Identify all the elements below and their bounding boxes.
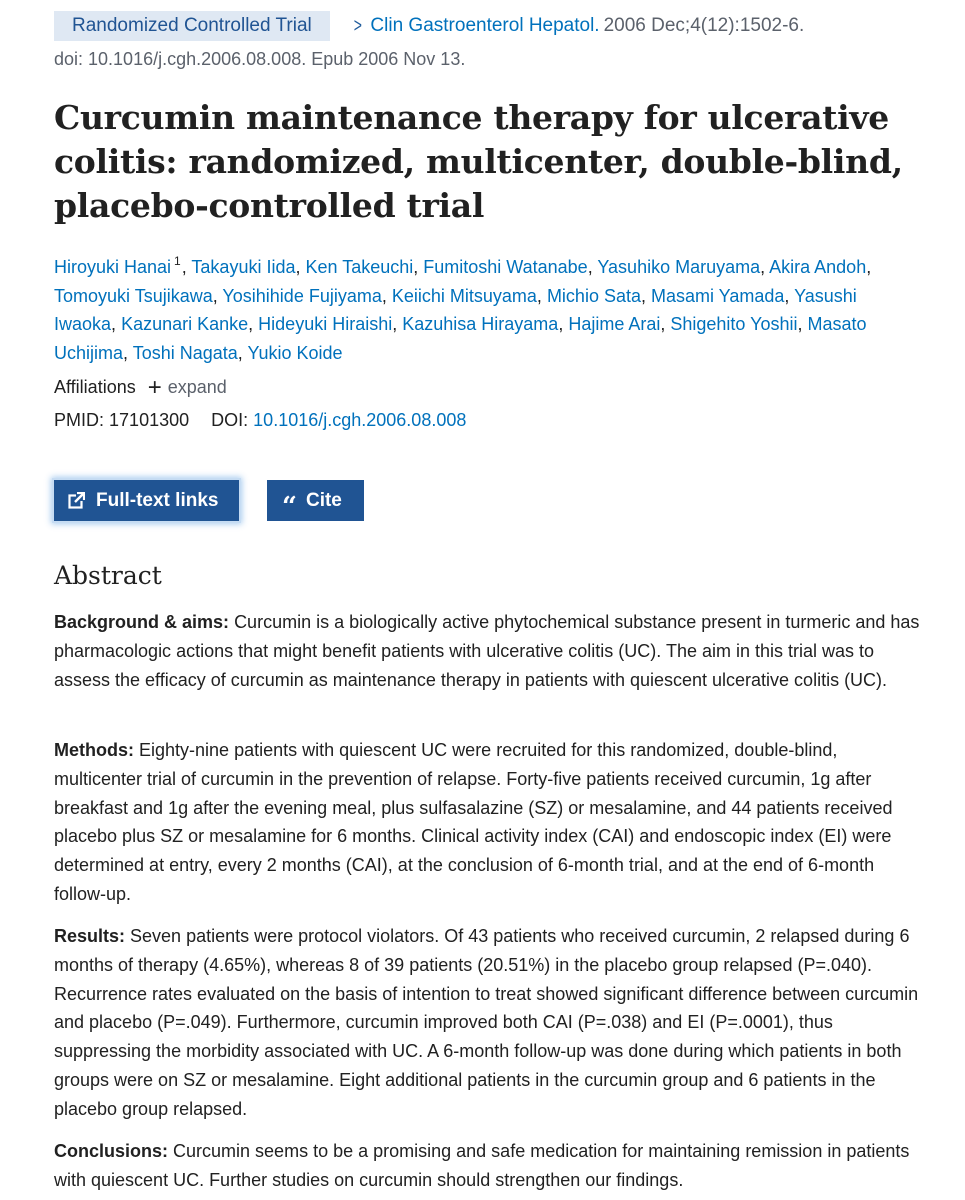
- plus-icon[interactable]: +: [147, 373, 162, 401]
- author-link[interactable]: Keiichi Mitsuyama: [391, 285, 537, 306]
- author-link[interactable]: Michio Sata: [546, 285, 641, 306]
- section-text: Curcumin seems to be a promising and safe medication for maintaining remission in patients with quiescent UC. Further studies on curcumin should strengthen our findings.: [54, 1141, 910, 1190]
- author-link[interactable]: Akira Andoh: [769, 257, 867, 277]
- abstract-background: [54, 608, 922, 694]
- cite-button[interactable]: [267, 480, 364, 521]
- external-link-icon: [68, 492, 85, 509]
- quote-icon: “: [282, 491, 295, 522]
- abstract-results: [54, 922, 922, 1124]
- affiliation-sup[interactable]: 1: [174, 254, 181, 268]
- section-text: Curcumin is a biologically active phytochemical substance present in turmeric and has pharmacologic actions that might benefit patients with ulcerative colitis (UC). The aim in this trial was to assess the efficacy of curcumin as maintenance therapy in patients with quiescent ulcerative colitis (UC).: [54, 612, 920, 690]
- section-text: Seven patients were protocol violators. Of 43 patients who received curcumin, 2 relapsed during 6 months of therapy (4.65%), whereas 8 of 39 patients (20.51%) in the placebo group relapsed (P=.040). Recurrence rates evaluated on the basis of intention to treat showed significant difference between curcumin and placebo (P=.049). Furthermore, curcumin improved both CAI (P=.038) and EI (P=.0001), thus suppressing the morbidity associated with UC. A 6-month follow-up was done during which patients in both groups were on SZ or mesalamine. Eight additional patients in the curcumin group and 6 patients in the placebo group relapsed.: [54, 926, 919, 1119]
- author-link[interactable]: Tomoyuki Tsujikawa: [54, 285, 213, 306]
- doi-label: DOI:: [211, 410, 249, 430]
- publication-type-badge[interactable]: Randomized Controlled Trial: [54, 11, 330, 41]
- full-text-links-button[interactable]: [54, 480, 239, 521]
- full-text-links-label: Full-text links: [96, 489, 219, 511]
- author-link[interactable]: Fumitoshi Watanabe: [423, 257, 588, 277]
- abstract-heading: Abstract: [54, 561, 162, 590]
- affiliations-toggle[interactable]: [54, 373, 227, 401]
- affiliations-label: Affiliations: [54, 377, 136, 397]
- doi-link[interactable]: 10.1016/j.cgh.2006.08.008: [253, 410, 467, 430]
- abstract-methods: [54, 736, 922, 909]
- author-link[interactable]: Hajime Arai: [568, 314, 661, 335]
- article-title: Curcumin maintenance therapy for ulcerative colitis: randomized, multicenter, double-blind, placebo-controlled trial: [54, 98, 903, 225]
- author-link[interactable]: Yasushi Iwaoka: [54, 285, 857, 335]
- author-link[interactable]: Hiroyuki Hanai: [54, 257, 172, 277]
- author-link[interactable]: Takayuki Iida: [191, 257, 296, 277]
- citation-bar: [54, 11, 804, 41]
- section-label: Conclusions:: [54, 1141, 169, 1161]
- pmid-label: PMID:: [54, 410, 105, 430]
- doi-epub-line: doi: 10.1016/j.cgh.2006.08.008. Epub 2006 Nov 13.: [54, 49, 466, 69]
- abstract-conclusions: [54, 1137, 922, 1195]
- citation-details: 2006 Dec;4(12):1502-6.: [603, 15, 805, 36]
- author-link[interactable]: Toshi Nagata: [132, 343, 238, 364]
- author-link[interactable]: Masato Uchijima: [54, 314, 867, 364]
- author-link[interactable]: Kazuhisa Hirayama: [402, 314, 559, 335]
- author-link[interactable]: Yosihihide Fujiyama: [222, 285, 382, 306]
- author-link[interactable]: Yukio Koide: [247, 343, 343, 364]
- section-text: Eighty-nine patients with quiescent UC were recruited for this randomized, double-blind, multicenter trial of curcumin in the prevention of relapse. Forty-five patients received curcumin, 1g after breakfast and 1g after the evening meal, plus sulfasalazine (SZ) or mesalamine, and 44 patients received placebo plus SZ or mesalamine for 6 months. Clinical activity index (CAI) and endoscopic index (EI) were determined at entry, every 2 months (CAI), at the conclusion of 6-month trial, and at the end of 6-month follow-up.: [54, 740, 893, 904]
- section-label: Methods:: [54, 740, 134, 760]
- author-link[interactable]: Masami Yamada: [651, 285, 785, 306]
- identifiers: [54, 410, 466, 431]
- author-link[interactable]: Yasuhiko Maruyama: [597, 257, 761, 277]
- cite-label: Cite: [305, 489, 342, 511]
- author-link[interactable]: Hideyuki Hiraishi: [258, 314, 393, 335]
- author-link[interactable]: Kazunari Kanke: [121, 314, 249, 335]
- section-label: Results:: [54, 926, 126, 946]
- author-link[interactable]: Shigehito Yoshii: [670, 314, 798, 335]
- expand-link[interactable]: expand: [167, 377, 227, 397]
- section-label: Background & aims:: [54, 612, 230, 632]
- author-link[interactable]: Ken Takeuchi: [305, 257, 414, 277]
- chevron-right-icon[interactable]: >: [353, 14, 362, 37]
- authors-list: Hiroyuki Hanai $^1$, Takayuki Iida, Ken Takeuchi, Fumitoshi Watanabe, Yasuhiko Maruyama, Akira Andoh, Tomoyuki Tsujikawa, Yosihihide Fujiyama, Keiichi Mitsuyama, Michio Sata, Masami Yamada, Yasushi Iwaoka, Kazunari Kanke, Hideyuki Hiraishi, Kazuhisa Hirayama, Hajime Arai, Shigehito Yoshii, Masato Uchijima, Toshi Nagata, Yukio Koide: [54, 254, 872, 364]
- pmid-value: 17101300: [109, 410, 190, 430]
- journal-link[interactable]: Clin Gastroenterol Hepatol.: [370, 15, 600, 36]
